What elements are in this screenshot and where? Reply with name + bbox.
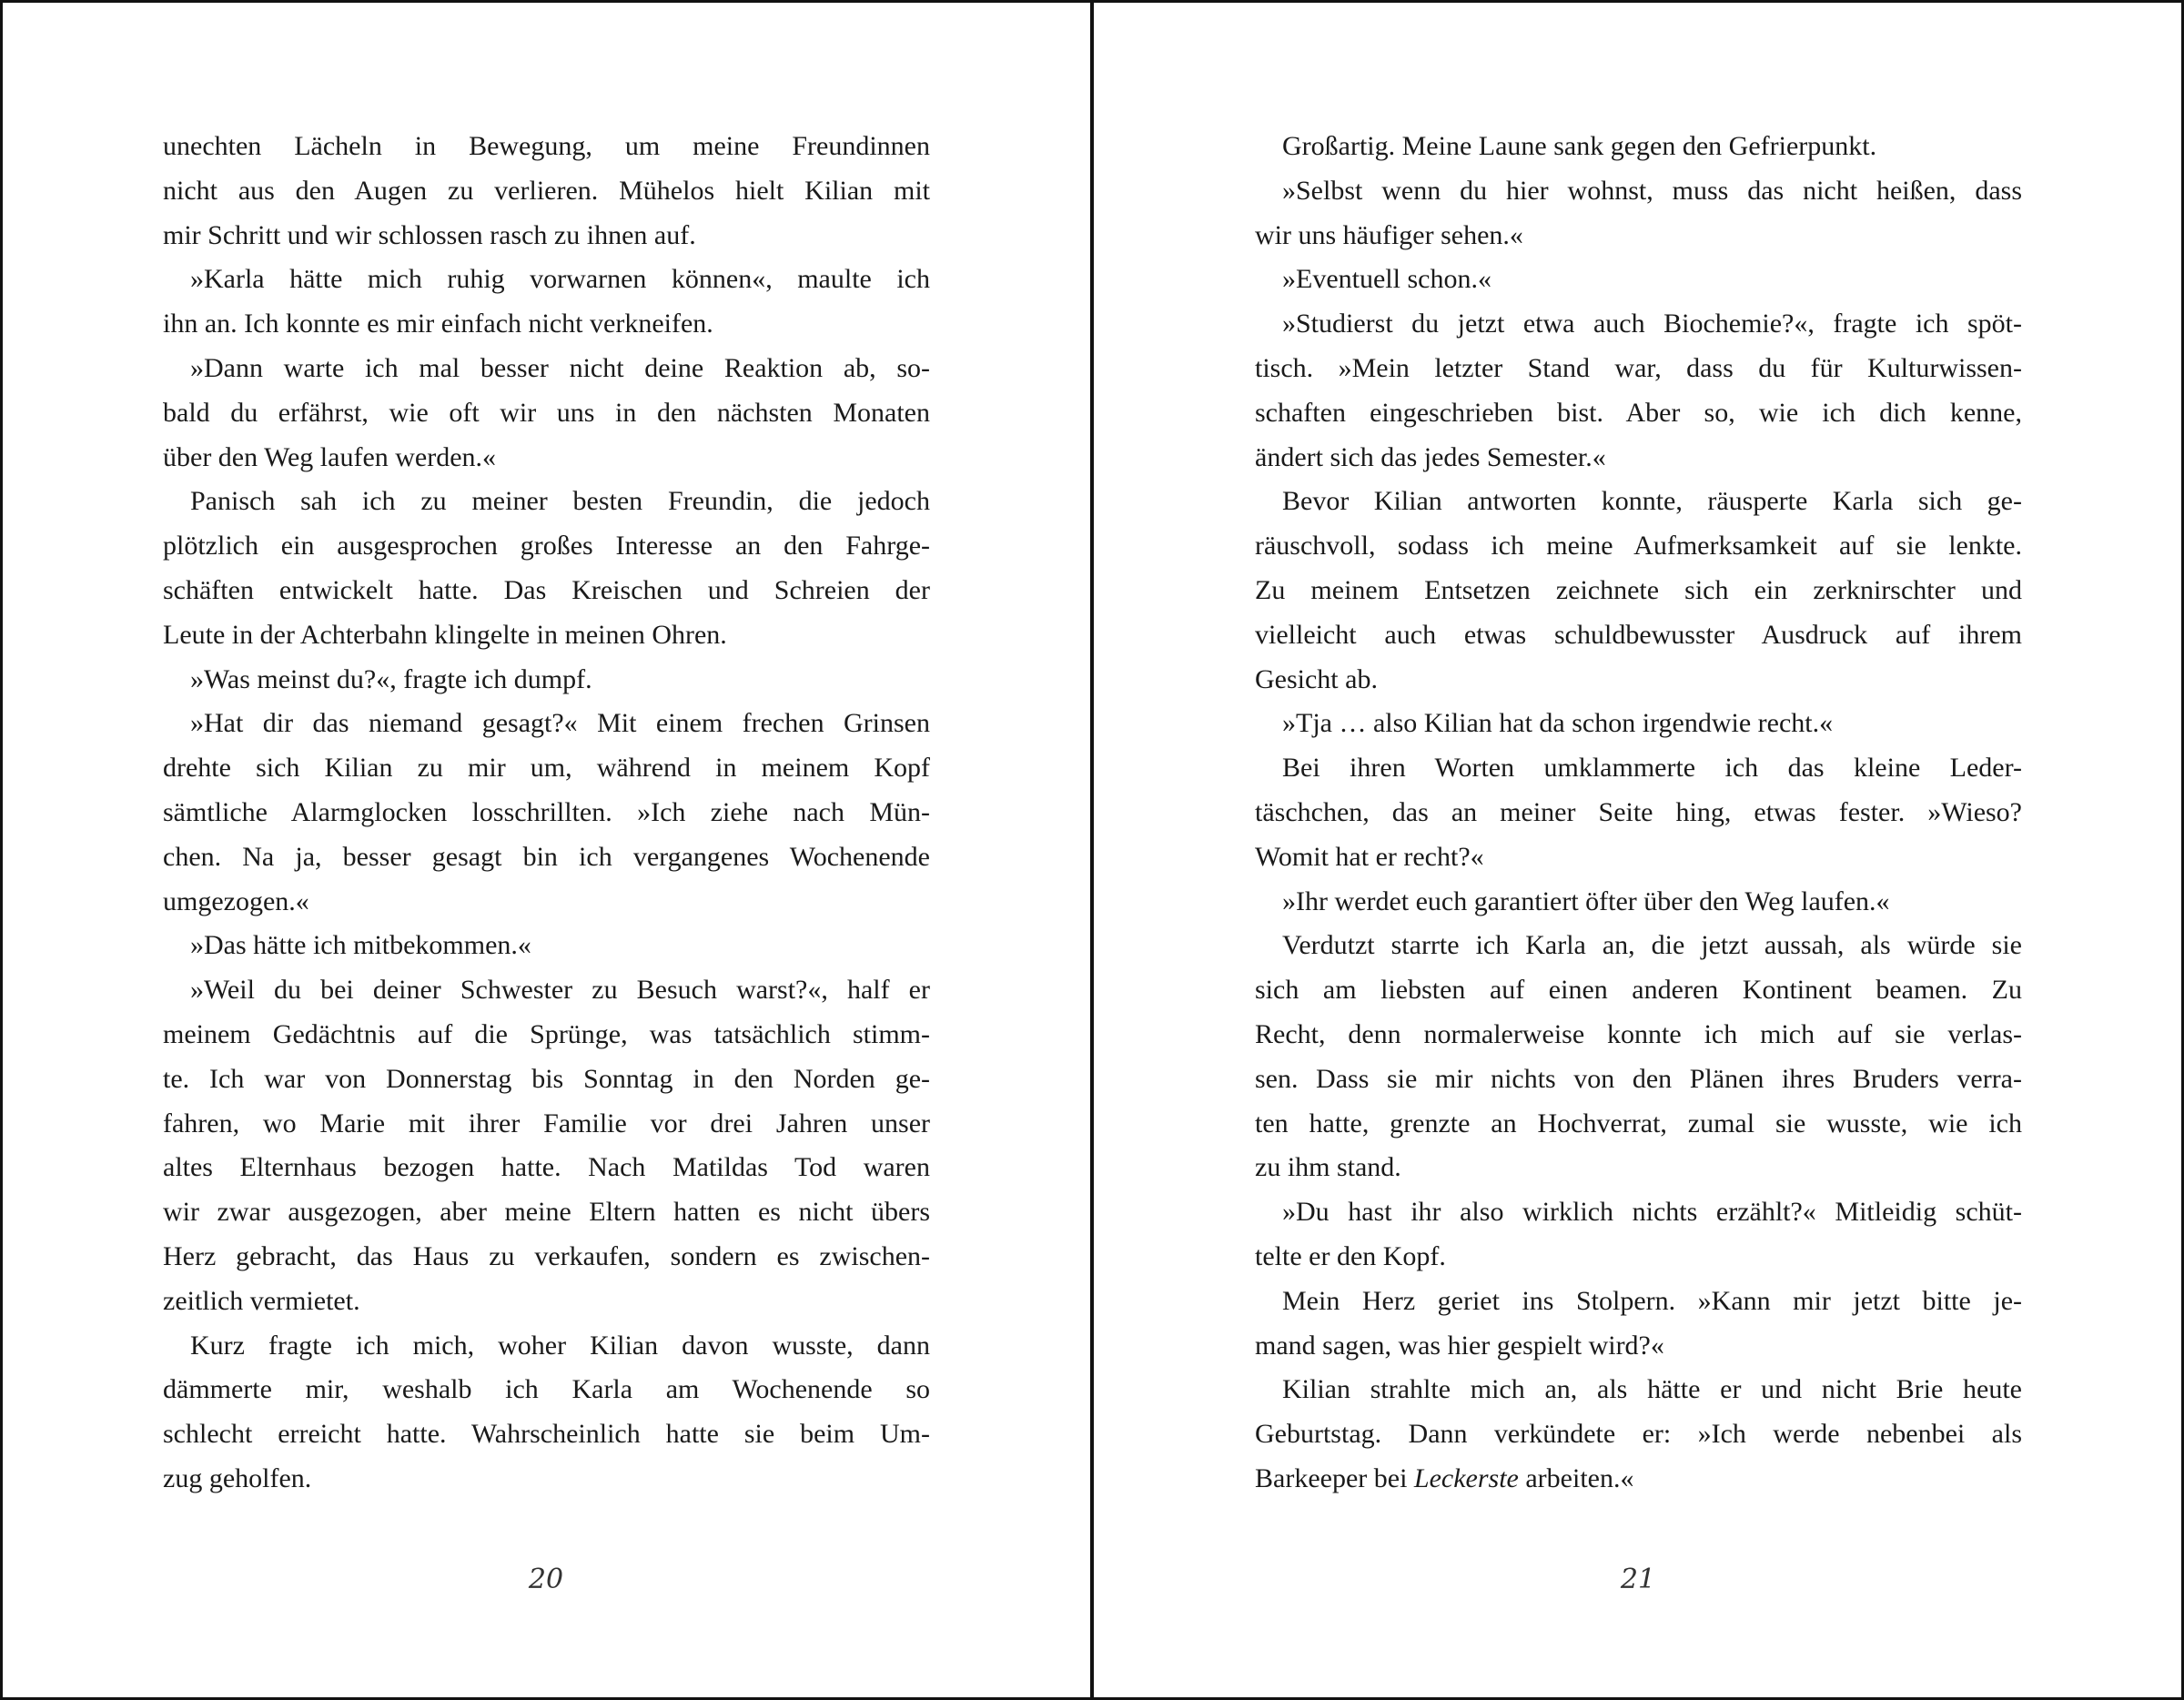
text-line: Großartig. Meine Laune sank gegen den Gefrierpunkt.	[1282, 131, 1877, 161]
text-line: Kurz fragte ich mich, woher Kilian davon wusste, dann	[190, 1330, 930, 1361]
text-line: »Karla hätte mich ruhig vorwarnen können«, maulte ich	[190, 264, 930, 295]
text-line: wir uns häufiger sehen.«	[1255, 219, 1523, 250]
text-line: »Ihr werdet euch garantiert öfter über den Weg laufen.«	[1282, 885, 1890, 916]
text-line: täschchen, das an meiner Seite hing, etwas fester. »Wieso?	[1255, 796, 2022, 827]
text-line: te. Ich war von Donnerstag bis Sonntag in den Norden ge-	[163, 1063, 930, 1094]
text-line: Bevor Kilian antworten konnte, räusperte Karla sich ge-	[1282, 486, 2022, 517]
text-line: wir zwar ausgezogen, aber meine Eltern hatten es nicht übers	[163, 1197, 930, 1228]
text-line: Herz gebracht, das Haus zu verkaufen, sondern es zwischen-	[163, 1240, 930, 1271]
text-line: »Studierst du jetzt etwa auch Biochemie?«, fragte ich spöt-	[1282, 309, 2022, 339]
text-line	[1255, 1457, 2022, 1502]
italic-text: Leckerste	[1413, 1462, 1519, 1493]
text-line: unechten Lächeln in Bewegung, um meine Freundinnen	[163, 131, 930, 161]
text-line: Womit hat er recht?«	[1255, 841, 1484, 872]
text-line: altes Elternhaus bezogen hatte. Nach Matildas Tod waren	[163, 1152, 930, 1183]
text-line: »Du hast ihr also wirklich nichts erzählt?« Mitleidig schüt-	[1282, 1197, 2022, 1228]
right-page-text	[1255, 125, 2022, 1502]
text-line: »Dann warte ich mal besser nicht deine Reaktion ab, so-	[190, 352, 930, 383]
text-line: Verdutzt starrte ich Karla an, die jetzt aussah, als würde sie	[1282, 930, 2022, 961]
text-line: plötzlich ein ausgesprochen großes Interesse an den Fahrge-	[163, 531, 930, 562]
text-line: ihn an. Ich konnte es mir einfach nicht verkneifen.	[163, 309, 713, 339]
text-line: sich am liebsten auf einen anderen Kontinent beamen. Zu	[1255, 975, 2022, 1006]
text-line: »Eventuell schon.«	[1282, 264, 1491, 295]
text-line: Geburtstag. Dann verkündete er: »Ich werde nebenbei als	[1255, 1419, 2022, 1450]
text-line: vielleicht auch etwas schuldbewusster Ausdruck auf ihrem	[1255, 619, 2022, 650]
text-line: räuschvoll, sodass ich meine Aufmerksamkeit auf sie lenkte.	[1255, 531, 2022, 562]
text-line: fahren, wo Marie mit ihrer Familie vor drei Jahren unser	[163, 1108, 930, 1138]
text-segment: Barkeeper bei	[1255, 1462, 1414, 1493]
text-line: schäften entwickelt hatte. Das Kreischen und Schreien der	[163, 574, 930, 605]
text-line: Recht, denn normalerweise konnte ich mich auf sie verlas-	[1255, 1018, 2022, 1049]
text-line: dämmerte mir, weshalb ich Karla am Wochenende so	[163, 1374, 930, 1405]
text-line: mand sagen, was hier gespielt wird?«	[1255, 1330, 1664, 1361]
text-line: drehte sich Kilian zu mir um, während in meinem Kopf	[163, 753, 930, 784]
page-number-right: 21	[1620, 1563, 1656, 1595]
text-line: ändert sich das jedes Semester.«	[1255, 441, 1606, 472]
text-line: »Hat dir das niemand gesagt?« Mit einem frechen Grinsen	[190, 708, 930, 739]
text-line: mir Schritt und wir schlossen rasch zu ihnen auf.	[163, 219, 696, 250]
text-line: zug geholfen.	[163, 1462, 312, 1493]
text-line: zeitlich vermietet.	[163, 1285, 360, 1316]
text-line: ten hatte, grenzte an Hochverrat, zumal sie wusste, wie ich	[1255, 1108, 2022, 1138]
text-line: Gesicht ab.	[1255, 663, 1378, 694]
text-line: Kilian strahlte mich an, als hätte er und nicht Brie heute	[1282, 1374, 2022, 1405]
page-divider	[1090, 0, 1094, 1700]
page-number-left: 20	[528, 1563, 564, 1595]
text-line: umgezogen.«	[163, 885, 309, 916]
text-line: schaften eingeschrieben bist. Aber so, wie ich dich kenne,	[1255, 397, 2022, 428]
text-line: meinem Gedächtnis auf die Sprünge, was tatsächlich stimm-	[163, 1018, 930, 1049]
text-line: telte er den Kopf.	[1255, 1240, 1446, 1271]
text-line: »Das hätte ich mitbekommen.«	[190, 930, 531, 961]
text-line: »Weil du bei deiner Schwester zu Besuch warst?«, half er	[190, 975, 930, 1006]
text-line: Leute in der Achterbahn klingelte in meinen Ohren.	[163, 619, 727, 650]
text-line: »Tja … also Kilian hat da schon irgendwie recht.«	[1282, 708, 1834, 739]
text-line: sämtliche Alarmglocken losschrillten. »Ich ziehe nach Mün-	[163, 796, 930, 827]
text-line: über den Weg laufen werden.«	[163, 441, 497, 472]
text-line: tisch. »Mein letzter Stand war, dass du für Kulturwissen-	[1255, 352, 2022, 383]
text-line: schlecht erreicht hatte. Wahrscheinlich hatte sie beim Um-	[163, 1419, 930, 1450]
text-line: »Was meinst du?«, fragte ich dumpf.	[190, 663, 592, 694]
text-segment: arbeiten.«	[1518, 1462, 1634, 1493]
text-line: Bei ihren Worten umklammerte ich das kleine Leder-	[1282, 753, 2022, 784]
text-line: bald du erfährst, wie oft wir uns in den nächsten Monaten	[163, 397, 930, 428]
text-line: Mein Herz geriet ins Stolpern. »Kann mir jetzt bitte je-	[1282, 1285, 2022, 1316]
text-line: sen. Dass sie mir nichts von den Plänen ihres Bruders verra-	[1255, 1063, 2022, 1094]
text-line: »Selbst wenn du hier wohnst, muss das nicht heißen, dass	[1282, 175, 2022, 206]
text-line: chen. Na ja, besser gesagt bin ich vergangenes Wochenende	[163, 841, 930, 872]
text-line: zu ihm stand.	[1255, 1152, 1401, 1183]
text-line: Panisch sah ich zu meiner besten Freundin, die jedoch	[190, 486, 930, 517]
left-page-text	[163, 125, 930, 1502]
text-line: nicht aus den Augen zu verlieren. Mühelos hielt Kilian mit	[163, 175, 930, 206]
text-line: Zu meinem Entsetzen zeichnete sich ein zerknirschter und	[1255, 574, 2022, 605]
